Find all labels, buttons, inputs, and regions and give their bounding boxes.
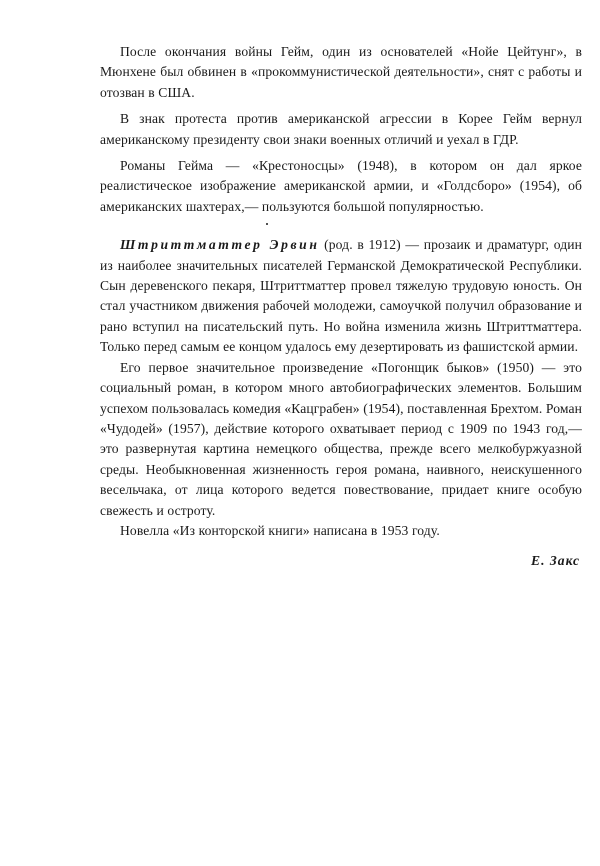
signature: Е. Закс xyxy=(531,553,580,569)
paragraph: В знак протеста против американской агрессии в Корее Гейм вернул американскому президенту свои знаки военных отличий и уехал в ГДР. xyxy=(100,111,582,147)
paragraph: Его первое значительное произведение «Погонщик быков» (1950) — это социальный роман, в котором много автобиографических элементов. Большим успехом пользовалась комедия «Кацграбен» (1954), поставленная Брехтом. Роман «Чудодей» (1957), действие которого охватывает период с 1909 по 1943 год,— это развернутая картина немецкого общества, прежде всего мелкобуржуазной среды. Необыкновенная жизненность героя романа, наивного, неискушенного весельчака, от лица которого ведется повествование, придает книге особую свежесть и остроту. xyxy=(100,359,582,518)
paragraph: Новелла «Из конторской книги» написана в 1953 году. xyxy=(120,522,440,538)
document-page xyxy=(100,42,582,572)
author-name: Штриттматтер Эрвин xyxy=(120,237,320,253)
paragraph: После окончания войны Гейм, один из основателей «Нойе Цейтунг», в Мюнхене был обвинен в «прокоммунистической деятельности», снят с работы и отозван в США. xyxy=(100,44,582,100)
paragraph: Романы Гейма — «Крестоносцы» (1948), в котором он дал яркое реалистическое изображение американской армии, и «Голдсборо» (1954), об американских шахтерах,— пользуются большой популярностью. xyxy=(100,158,582,214)
author-paragraph xyxy=(100,235,582,357)
section-separator xyxy=(100,217,582,235)
author-paragraph-text: (род. в 1912) — прозаик и драматург, один из наиболее значительных писателей Германской Демократической Республики. Сын деревенского пекаря, Штриттматтер провел тяжелую трудовую юность. Он стал участником движения рабочей молодежи, самоучкой получил образование и рано вступил на писательский путь. Но война изменила жизнь Штриттматтера. Только перед самым ее концом удалось ему дезертировать из фашистской армии. xyxy=(100,237,582,355)
